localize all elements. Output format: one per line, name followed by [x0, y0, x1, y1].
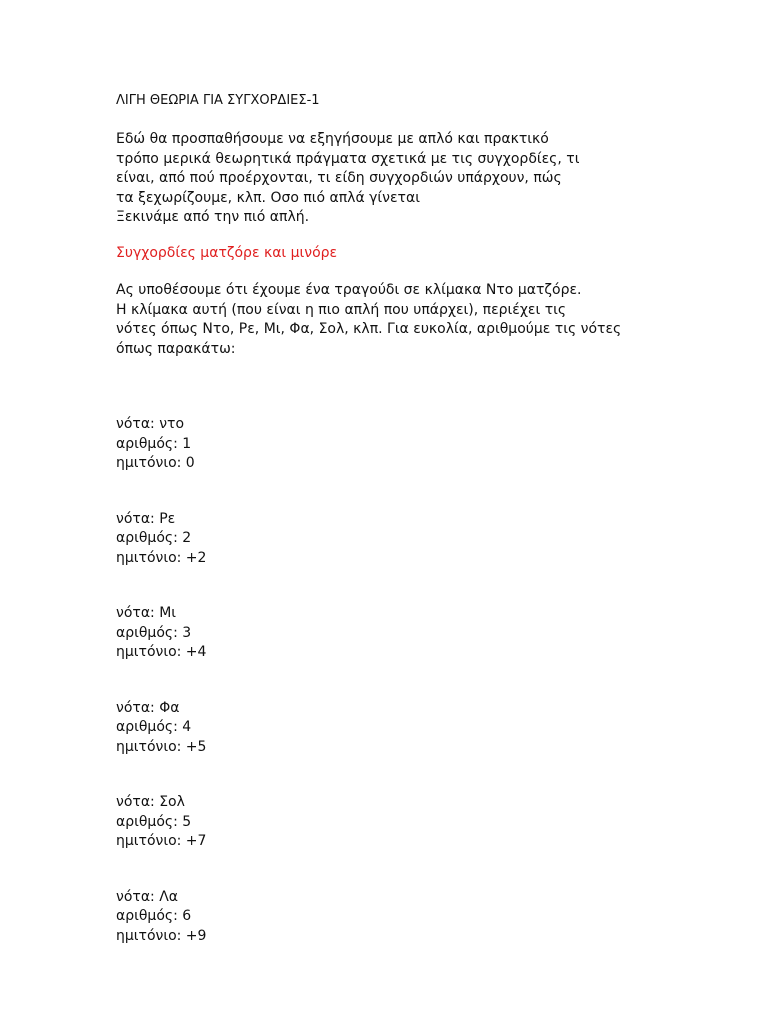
note-name: νότα: Λα — [116, 888, 179, 905]
note-name: νότα: Σολ — [116, 794, 185, 810]
intro-line: τρόπο μερικά θεωρητικά πράγματα σχετικά με τις συγχορδίες, τι — [116, 150, 580, 167]
note-entry — [116, 793, 656, 852]
intro-line: είναι, από πού προέρχονται, τι είδη συγχορδιών υπάρχουν, πώς — [116, 170, 562, 186]
note-semitone: ημιτόνιο: +5 — [116, 738, 207, 755]
note-entry — [116, 888, 656, 947]
note-entry — [116, 604, 656, 663]
notes-list — [116, 415, 656, 946]
paragraph-line: Ας υποθέσουμε ότι έχουμε ένα τραγούδι σε κλίμακα Ντο ματζόρε. — [116, 282, 582, 298]
note-semitone: ημιτόνιο: +7 — [116, 833, 207, 849]
note-name: νότα: Ρε — [116, 510, 176, 527]
intro-line: Εδώ θα προσπαθήσουμε να εξηγήσουμε με απλό και πρακτικό — [116, 131, 549, 147]
note-number: αριθμός: 4 — [116, 719, 192, 735]
note-number: αριθμός: 6 — [116, 908, 192, 924]
note-name: νότα: ντο — [116, 416, 185, 432]
note-number: αριθμός: 1 — [116, 435, 192, 452]
note-entry — [116, 699, 656, 758]
paragraph-line: νότες όπως Ντο, Ρε, Μι, Φα, Σολ, κλπ. Για ευκολία, αριθμούμε τις νότες — [116, 321, 622, 337]
note-number: αριθμός: 3 — [116, 624, 192, 641]
document-page — [116, 92, 656, 982]
intro-line: Ξεκινάμε από την πιό απλή. — [116, 209, 310, 225]
section-heading: Συγχορδίες ματζόρε και μινόρε — [116, 244, 338, 261]
note-semitone: ημιτόνιο: 0 — [116, 455, 195, 471]
note-number: αριθμός: 5 — [116, 813, 192, 830]
note-entry — [116, 510, 656, 569]
intro-paragraph — [116, 130, 656, 228]
note-number: αριθμός: 2 — [116, 530, 192, 546]
note-name: νότα: Φα — [116, 699, 180, 716]
note-semitone: ημιτόνιο: +2 — [116, 549, 207, 566]
document-title: ΛΙΓΗ ΘΕΩΡΙΑ ΓΙΑ ΣΥΓΧΟΡΔΙΕΣ-1 — [116, 93, 320, 108]
paragraph-line: Η κλίμακα αυτή (που είναι η πιο απλή που υπάρχει), περιέχει τις — [116, 301, 567, 318]
note-name: νότα: Μι — [116, 605, 177, 621]
note-entry — [116, 415, 656, 474]
intro-line: τα ξεχωρίζουμε, κλπ. Οσο πιό απλά γίνεται — [116, 189, 420, 206]
body-paragraph — [116, 281, 656, 359]
note-semitone: ημιτόνιο: +9 — [116, 927, 207, 944]
note-semitone: ημιτόνιο: +4 — [116, 644, 207, 660]
paragraph-line: όπως παρακάτω: — [116, 340, 236, 357]
